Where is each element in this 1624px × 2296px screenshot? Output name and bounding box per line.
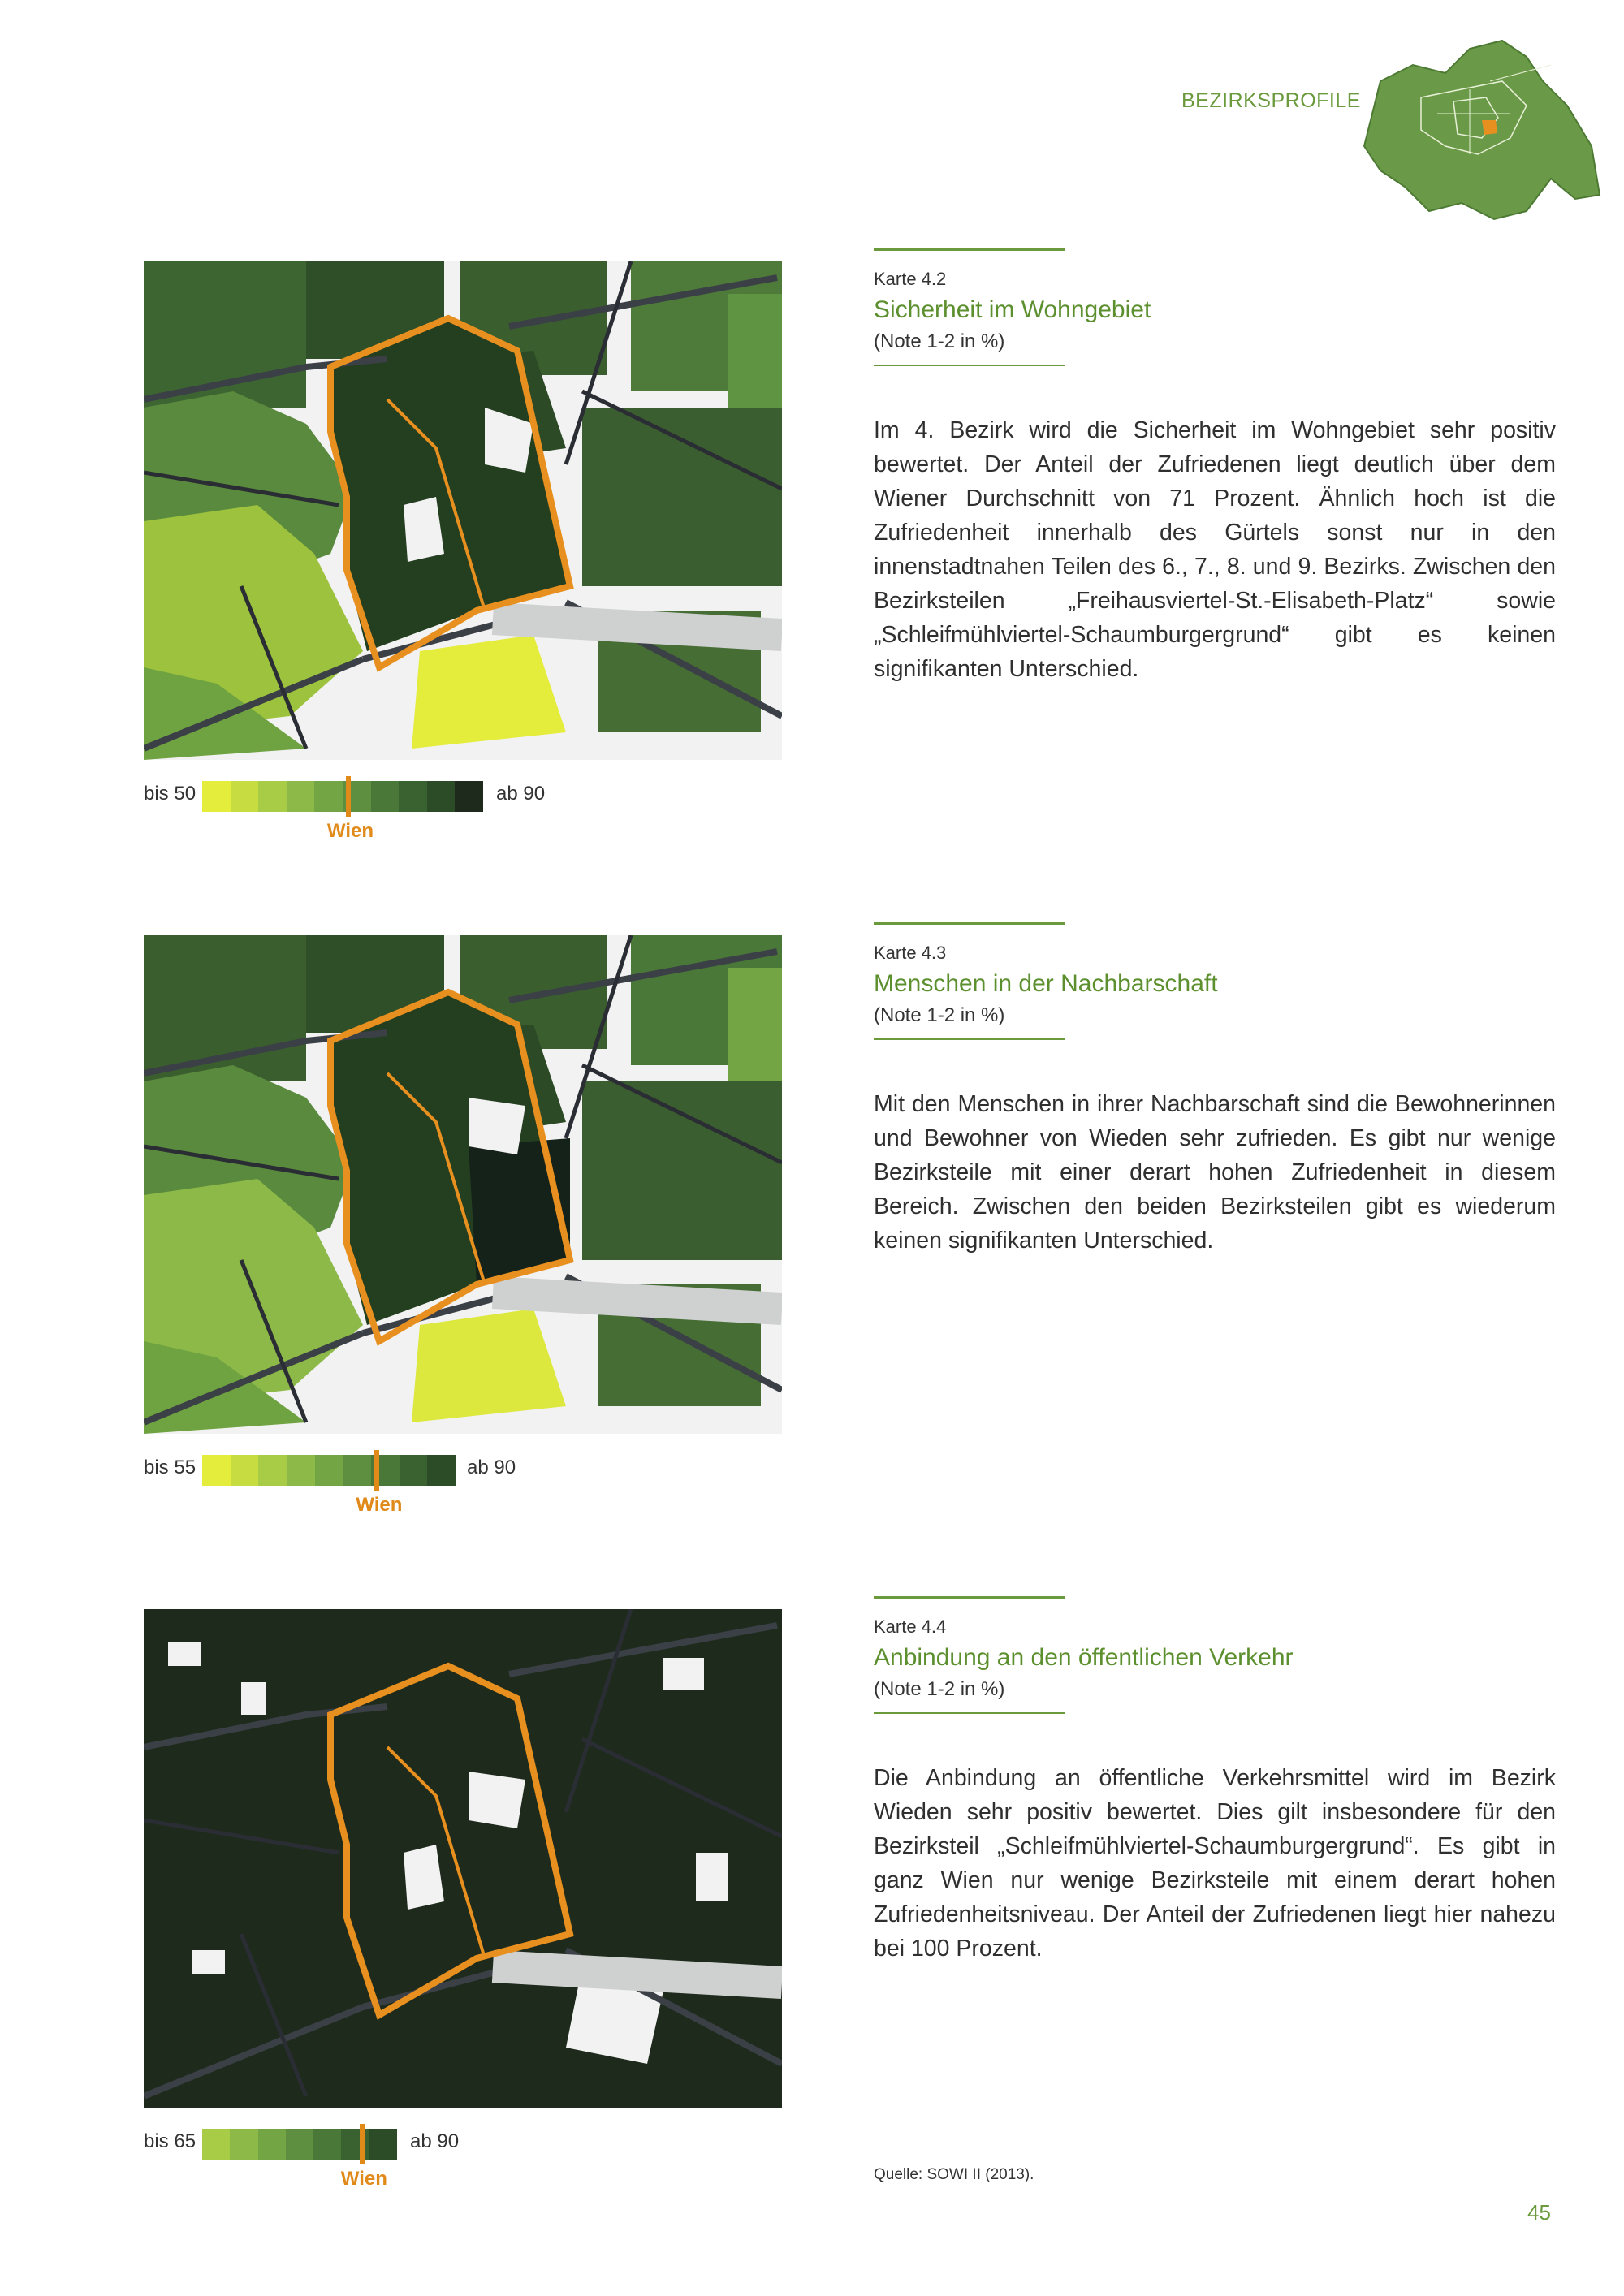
legend-swatch <box>427 781 456 812</box>
legend-swatch <box>258 2129 286 2160</box>
divider <box>874 1038 1065 1040</box>
legend-swatch <box>343 1455 371 1486</box>
map-title: Sicherheit im Wohngebiet <box>874 296 1151 323</box>
legend-min-label: bis 55 <box>144 1457 197 1478</box>
legend-swatch <box>202 1455 231 1486</box>
map-note: (Note 1-2 in %) <box>874 1004 1005 1026</box>
legend-3 <box>144 2129 793 2202</box>
divider <box>874 1596 1065 1599</box>
map-number: Karte 4.2 <box>874 269 947 289</box>
legend-min-label: bis 65 <box>144 2130 197 2152</box>
legend-swatch <box>258 1455 287 1486</box>
legend-swatch <box>369 2129 397 2160</box>
legend-max-label: ab 90 <box>410 2130 460 2152</box>
legend-swatch <box>427 1455 456 1486</box>
divider <box>874 1712 1065 1714</box>
map-note: (Note 1-2 in %) <box>874 1678 1005 1700</box>
legend-swatch <box>371 781 400 812</box>
legend-swatch <box>258 781 287 812</box>
legend-wien-marker <box>374 1450 379 1491</box>
divider <box>874 365 1065 366</box>
legend-swatch <box>231 781 259 812</box>
body-paragraph: Die Anbindung an öffentliche Verkehrsmittel wird im Bezirk Wieden sehr positiv bewertet. Dies gilt insbesondere für den Bezirksteil „Schleifmühlviertel-Schaumburgergrund“. Es gibt in ganz Wien nur wenige Bezirksteile mit einem derart hohen Zufriedenheitsniveau. Der Anteil der Zufriedenen liegt hier nahezu bei 100 Prozent. <box>874 1765 1556 1962</box>
legend-swatch <box>455 781 483 812</box>
caption-column-2 <box>874 922 1556 1258</box>
map-oeffentlicher-verkehr <box>144 1609 782 2108</box>
map-section-1 <box>0 261 1624 911</box>
legend-wien-marker <box>360 2124 365 2164</box>
legend-swatch <box>286 2129 313 2160</box>
legend-swatch <box>315 1455 343 1486</box>
legend-swatch <box>341 2129 369 2160</box>
page-number: 45 <box>1527 2200 1551 2225</box>
legend-swatch <box>313 2129 341 2160</box>
source-note: Quelle: SOWI II (2013). <box>874 2166 1034 2183</box>
legend-max-label: ab 90 <box>467 1457 516 1478</box>
legend-swatch <box>231 1455 259 1486</box>
caption-column-1 <box>874 248 1556 686</box>
map-title: Menschen in der Nachbarschaft <box>874 970 1218 997</box>
map-sicherheit <box>144 261 782 760</box>
legend-wien-marker <box>346 776 351 817</box>
legend-swatch <box>314 781 343 812</box>
legend-max-label: ab 90 <box>496 783 546 805</box>
section-header-label: BEZIRKSPROFILE <box>1181 89 1361 112</box>
map-title: Anbindung an den öffentlichen Verkehr <box>874 1644 1294 1671</box>
map-note: (Note 1-2 in %) <box>874 330 1005 352</box>
legend-swatch <box>287 1455 315 1486</box>
legend-swatch <box>202 2129 230 2160</box>
body-paragraph: Mit den Menschen in ihrer Nachbarschaft sind die Bewohnerinnen und Bewohner von Wieden sehr zufrieden. Es gibt nur wenige Bezirksteile mit einer derart hohen Zufriedenheit in diesem Bereich. Zwischen den beiden Bezirksteilen gibt es wiederum keinen signifikanten Unterschied. <box>874 1091 1556 1254</box>
legend-color-bar <box>202 781 483 812</box>
legend-swatch <box>202 781 231 812</box>
divider <box>874 922 1065 925</box>
body-paragraph: Im 4. Bezirk wird die Sicherheit im Wohngebiet sehr positiv bewertet. Der Anteil der Zufriedenen liegt deutlich über dem Wiener Durchschnitt von 71 Prozent. Ähnlich hoch ist die Zufriedenheit innerhalb des Gürtels sonst nur in den innenstadtnahen Teilen des 6., 7., 8. und 9. Bezirks. Zwischen den Bezirksteilen „Freihausviertel-St.-Elisabeth-Platz“ sowie „Schleifmühlviertel-Schaumburgergrund“ gibt es keinen signifikanten Unterschied. <box>874 417 1556 682</box>
map-number: Karte 4.4 <box>874 1616 947 1637</box>
legend-swatch <box>399 781 427 812</box>
map-section-3 <box>0 1609 1624 2259</box>
caption-column-3 <box>874 1596 1556 1966</box>
divider <box>874 248 1065 251</box>
legend-swatch <box>400 1455 428 1486</box>
legend-color-bar <box>202 2129 397 2160</box>
vienna-district-map-icon <box>1348 32 1608 227</box>
legend-min-label: bis 50 <box>144 783 197 805</box>
legend-wien-label: Wien <box>356 1494 403 1516</box>
legend-swatch <box>287 781 315 812</box>
legend-color-bar <box>202 1455 456 1486</box>
legend-wien-label: Wien <box>340 2168 387 2190</box>
map-section-2 <box>0 935 1624 1585</box>
legend-wien-label: Wien <box>326 820 374 842</box>
legend-1 <box>144 781 793 854</box>
map-number: Karte 4.3 <box>874 943 947 963</box>
legend-swatch <box>230 2129 257 2160</box>
legend-2 <box>144 1455 793 1528</box>
map-nachbarschaft <box>144 935 782 1434</box>
